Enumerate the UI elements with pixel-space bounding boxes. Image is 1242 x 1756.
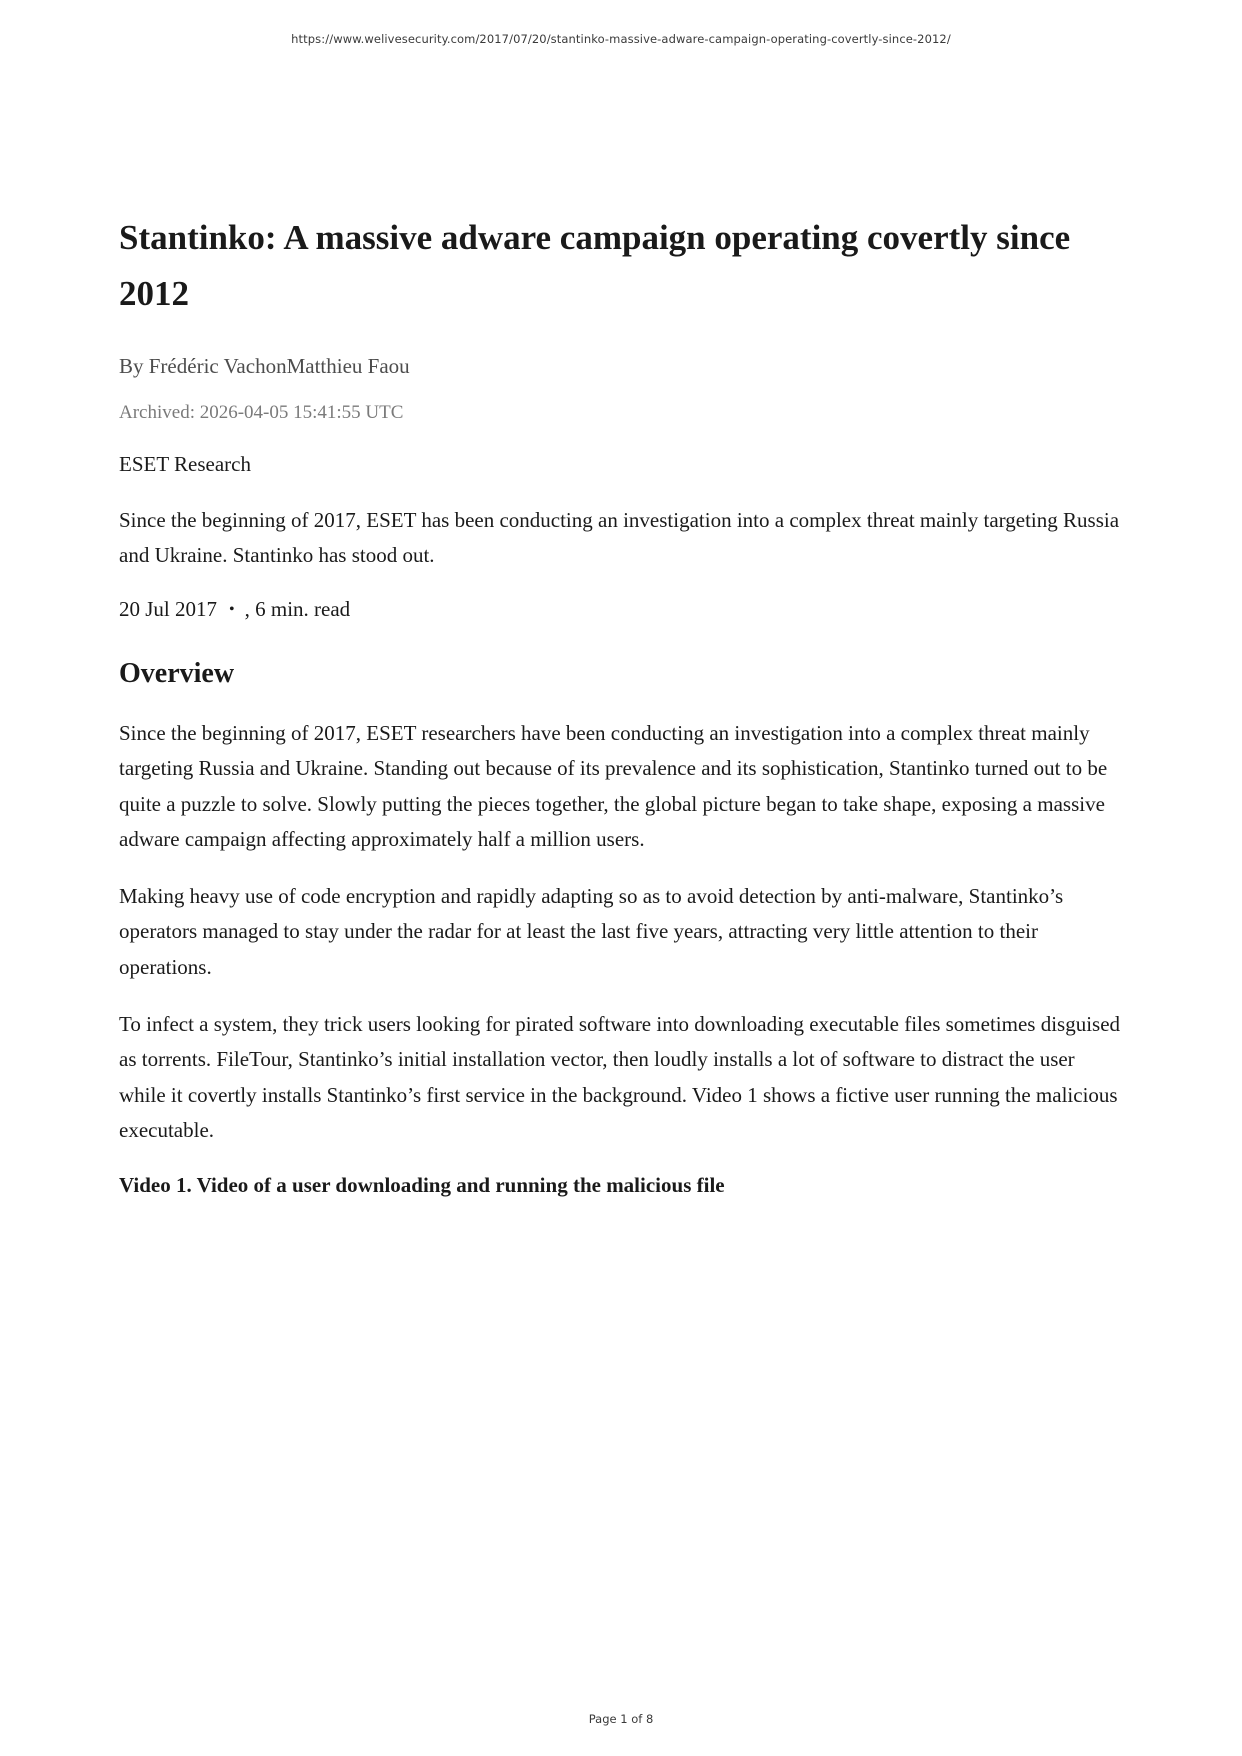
article-title: Stantinko: A massive adware campaign operating covertly since 2012 [119, 218, 1071, 313]
source-url: https://www.welivesecurity.com/2017/07/20/stantinko-massive-adware-campaign-operating-covertly-since-2012/ [291, 32, 951, 46]
body-paragraph: Since the beginning of 2017, ESET researchers have been conducting an investigation into a complex threat mainly targeting Russia and Ukraine. Standing out because of its prevalence and its sophistication, Stantinko turned out to be quite a puzzle to solve. Slowly putting the pieces together, the global picture began to take shape, exposing a massive adware campaign affecting approximately half a million users. [119, 721, 1108, 851]
page-number: Page 1 of 8 [588, 1712, 654, 1726]
article-summary: Since the beginning of 2017, ESET has been conducting an investigation into a complex threat mainly targeting Russia and Ukraine. Stantinko has stood out. [119, 508, 1120, 567]
read-time: , 6 min. read [244, 597, 351, 621]
publish-date: 20 Jul 2017 [119, 597, 218, 621]
video-caption: Video 1. Video of a user downloading and running the malicious file [119, 1173, 725, 1198]
body-paragraph: To infect a system, they trick users looking for pirated software into downloading executable files sometimes disguised as torrents. FileTour, Stantinko’s initial installation vector, then loudly installs a lot of software to distract the user while it covertly installs Stantinko’s first service in the background. Video 1 shows a fictive user running the malicious executable. [119, 1012, 1121, 1142]
meta-separator: • [229, 601, 235, 618]
article-category: ESET Research [119, 452, 251, 476]
article-byline: By Frédéric VachonMatthieu Faou [119, 354, 410, 378]
archived-timestamp: Archived: 2026-04-05 15:41:55 UTC [119, 402, 404, 423]
article-meta [119, 594, 1125, 627]
section-heading-overview: Overview [119, 658, 235, 689]
article [119, 210, 1125, 1200]
body-paragraph: Making heavy use of code encryption and rapidly adapting so as to avoid detection by anti-malware, Stantinko’s operators managed to stay under the radar for at least the last five years, attracting very little attention to their operations. [119, 884, 1064, 979]
